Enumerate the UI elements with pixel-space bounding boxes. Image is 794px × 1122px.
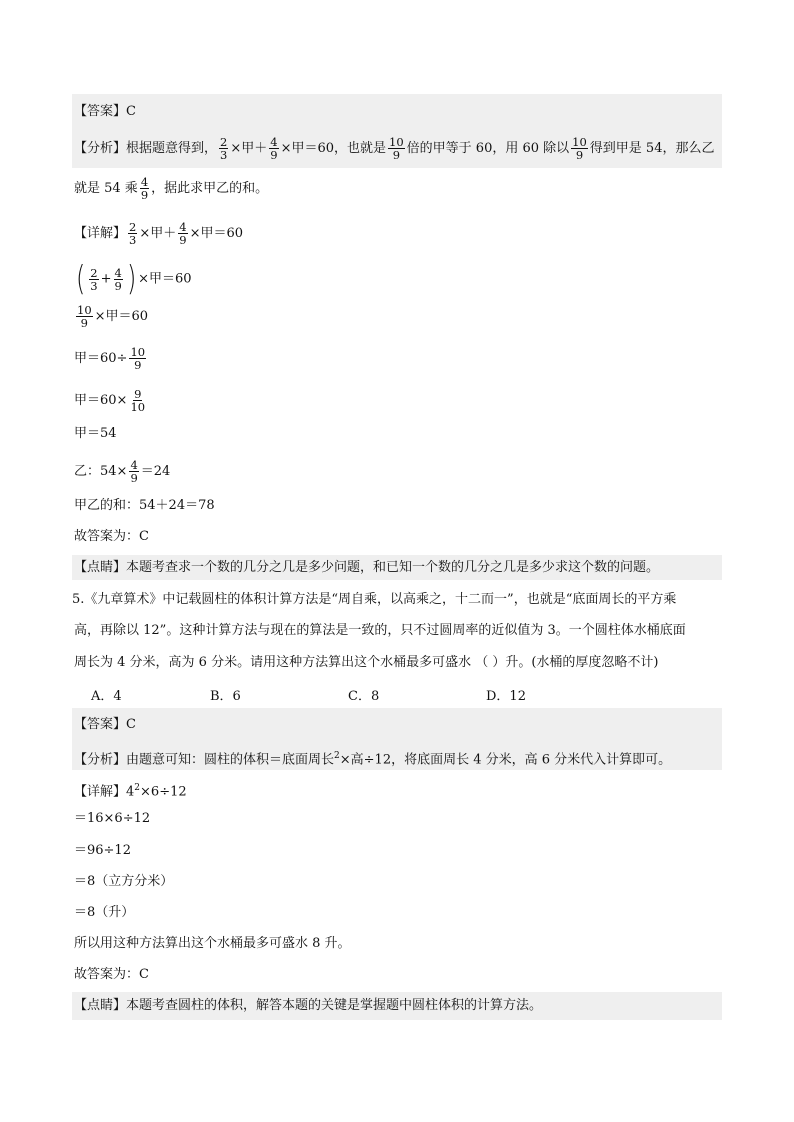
equation-text: ＝24 [140, 464, 171, 479]
equation-text: ×甲＝60 [189, 226, 244, 241]
analysis-text: 得到甲是 54，那么乙 [589, 141, 715, 156]
q4-answer: 【答案】C [74, 104, 136, 119]
equation-text: + [100, 271, 112, 287]
numerator: 4 [140, 175, 149, 189]
q4-remark-text: 本题考查求一个数的几分之几是多少问题，和已知一个数的几分之几是多少求这个数的问题。 [126, 560, 660, 575]
q5-answer: 【答案】C [74, 717, 136, 732]
equation-text: ×甲＝60 [138, 271, 192, 287]
fraction [128, 221, 137, 246]
q5-detail-line6: 所以用这种方法算出这个水桶最多可盛水 8 升。 [74, 936, 351, 951]
q4-detail-line5 [74, 388, 148, 413]
fraction [129, 346, 146, 371]
q4-detail-line9: 故答案为：C [74, 529, 149, 544]
denominator: 9 [80, 316, 88, 330]
analysis-text: 倍的甲等于 60，用 60 除以 [406, 141, 570, 156]
fraction [178, 221, 187, 246]
q5-detail-line5: ＝8（升） [74, 905, 135, 920]
q5-analysis-label: 【分析】 [74, 752, 127, 768]
q4-remark [74, 559, 659, 577]
q4-detail-line7 [74, 459, 170, 484]
numerator: 2 [129, 220, 137, 234]
analysis-text: 由题意可知：圆柱的体积＝底面周长 [126, 752, 335, 768]
q5-stem-line2: 高，再除以 12”。这种计算方法与现在的算法是一致的，只不过圆周率的近似值为 3。一个圆柱体水桶底面 [74, 623, 686, 638]
equation-text: 乙：54× [74, 464, 128, 479]
q5-option-a: A．4 [91, 689, 122, 704]
numerator: 2 [220, 135, 228, 149]
equation-text: 4 [126, 784, 135, 800]
q4-analysis-label: 【分析】 [74, 141, 127, 156]
fraction [89, 267, 98, 292]
numerator: 10 [130, 345, 146, 359]
q4-detail-line6: 甲＝54 [74, 426, 117, 441]
q5-stem-line1: 5.《九章算术》中记载圆柱的体积计算方法是“周自乘，以高乘之，十二而一”，也就是“底面周长的平方乘 [72, 592, 677, 607]
q5-detail-line3: ＝96÷12 [74, 843, 131, 858]
fraction [129, 388, 146, 413]
equation-text: ×甲＋ [139, 226, 177, 241]
right-paren: ) [126, 259, 137, 299]
q4-detail-label: 【详解】 [74, 226, 127, 241]
q4-analysis-line2 [74, 176, 268, 201]
denominator: 9 [270, 148, 278, 162]
q5-remark [74, 997, 542, 1015]
numerator: 10 [572, 135, 587, 149]
q4-detail-line3 [74, 304, 148, 329]
q4-detail-line4 [74, 346, 148, 371]
q4-detail-line8: 甲乙的和：54＋24＝78 [74, 498, 215, 513]
denominator: 3 [90, 278, 98, 293]
denominator: 3 [129, 233, 137, 247]
analysis-text: ×甲＋ [230, 141, 268, 156]
q4-analysis-line1 [74, 136, 714, 161]
q5-option-c: C．8 [348, 689, 380, 704]
fraction [114, 267, 123, 292]
numerator: 4 [179, 220, 187, 234]
denominator: 9 [179, 233, 187, 247]
analysis-text: 根据题意得到， [126, 141, 218, 156]
fraction [571, 136, 588, 161]
q5-remark-label: 【点睛】 [74, 998, 127, 1013]
numerator: 10 [389, 135, 404, 149]
fraction [269, 136, 278, 161]
numerator: 4 [270, 135, 278, 149]
q5-detail-line4: ＝8（立方分米） [74, 874, 174, 889]
denominator: 9 [134, 358, 142, 372]
equation-text: 甲＝60÷ [74, 351, 128, 366]
q5-analysis [74, 747, 671, 769]
left-paren: ( [75, 259, 86, 299]
analysis-text: 就是 54 乘 [74, 181, 138, 196]
analysis-text: ，据此求甲乙的和。 [151, 181, 269, 196]
denominator: 9 [575, 148, 584, 162]
equation-text: 甲＝60× [74, 393, 128, 408]
equation-text: ×6÷12 [140, 784, 187, 800]
q4-detail-line1 [74, 221, 243, 246]
q5-stem-line3: 周长为 4 分米，高为 6 分米。请用这种方法算出这个水桶最多可盛水 （ ）升。(水桶的厚度忽略不计) [74, 655, 659, 670]
analysis-text: ×甲＝60，也就是 [280, 141, 387, 156]
denominator: 9 [114, 278, 122, 293]
numerator: 4 [114, 265, 122, 280]
denominator: 9 [392, 148, 401, 162]
fraction [388, 136, 405, 161]
q5-option-b: B．6 [210, 689, 241, 704]
superscript: 2 [334, 751, 340, 761]
q5-detail-line2: ＝16×6÷12 [74, 811, 151, 826]
equation-text: ×甲＝60 [94, 309, 149, 324]
denominator: 9 [130, 471, 138, 485]
fraction [219, 136, 228, 161]
numerator: 2 [90, 265, 98, 280]
fraction [140, 176, 149, 201]
q5-detail-line1 [74, 779, 187, 801]
numerator: 4 [130, 458, 138, 472]
numerator: 10 [77, 303, 92, 317]
fraction [76, 304, 93, 329]
analysis-text: ×高÷12，将底面周长 4 分米，高 6 分米代入计算即可。 [339, 752, 672, 768]
denominator: 9 [140, 188, 149, 202]
numerator: 9 [134, 387, 142, 401]
q5-option-d: D．12 [486, 689, 526, 704]
fraction [129, 459, 138, 484]
q5-detail-label: 【详解】 [74, 784, 127, 800]
q4-remark-label: 【点睛】 [74, 560, 127, 575]
q5-detail-line7: 故答案为：C [74, 967, 149, 982]
q5-remark-text: 本题考查圆柱的体积，解答本题的关键是掌握题中圆柱体积的计算方法。 [126, 998, 543, 1013]
superscript: 2 [134, 783, 141, 793]
q4-detail-line2 [74, 259, 192, 299]
denominator: 10 [130, 400, 146, 414]
denominator: 3 [220, 148, 228, 162]
